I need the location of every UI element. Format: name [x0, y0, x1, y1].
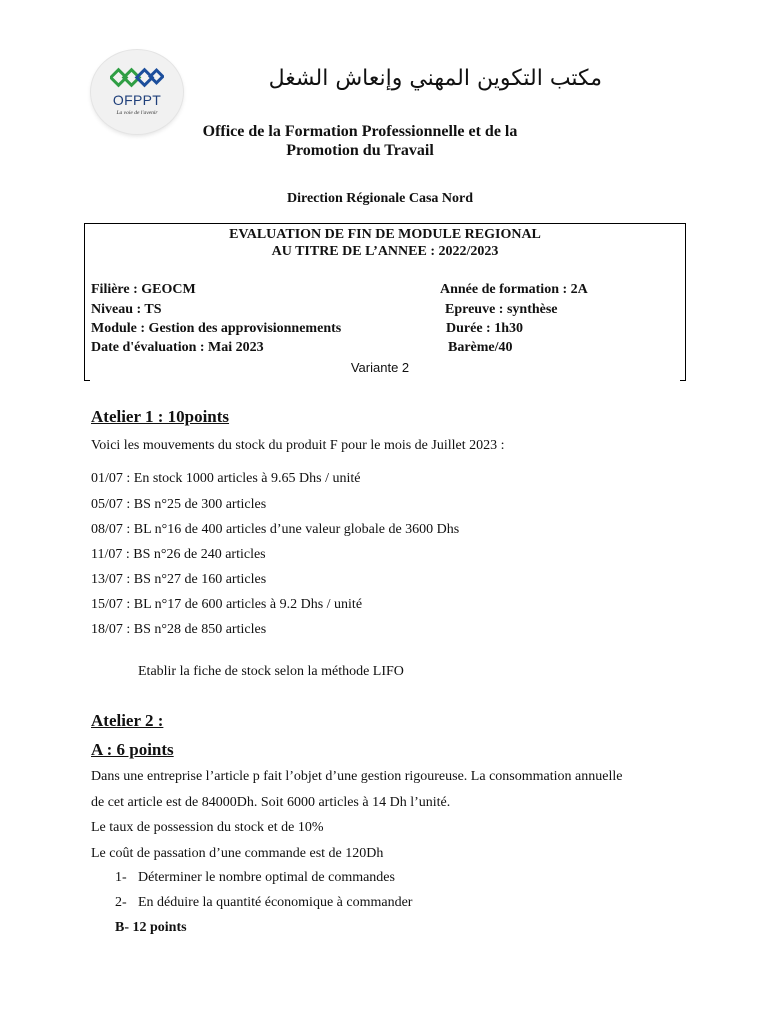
atelier-2-paragraph-line-2: de cet article est de 84000Dh. Soit 6000 articles à 14 Dh l’unité.: [91, 795, 451, 810]
niveau: Niveau : TS: [91, 302, 162, 317]
atelier-1-heading: Atelier 1 : 10points: [91, 407, 230, 426]
atelier-2-paragraph-line-1: Dans une entreprise l’article p fait l’objet d’une gestion rigoureuse. La consommation annuelle: [91, 769, 623, 784]
question-2-number: 2-: [115, 895, 127, 910]
exam-title-line-2: AU TITRE DE L’ANNEE : 2022/2023: [271, 244, 499, 259]
part-b-heading: B- 12 points: [115, 920, 187, 935]
duree: Durée : 1h30: [446, 321, 523, 336]
taux-possession: Le taux de possession du stock et de 10%: [91, 820, 324, 835]
atelier-1-instruction: Etablir la fiche de stock selon la méthode LIFO: [138, 664, 404, 679]
stock-movement: 15/07 : BL n°17 de 600 articles à 9.2 Dhs / unité: [91, 597, 363, 612]
logo-tagline: La voie de l'avenir: [116, 110, 158, 116]
stock-movement: 05/07 : BS n°25 de 300 articles: [91, 497, 267, 512]
atelier-1-intro: Voici les mouvements du stock du produit F pour le mois de Juillet 2023 :: [91, 438, 505, 453]
stock-movement: 13/07 : BS n°27 de 160 articles: [91, 572, 267, 587]
stock-movement: 08/07 : BL n°16 de 400 articles d’une valeur globale de 3600 Dhs: [91, 522, 460, 537]
atelier-2-heading: Atelier 2 :: [91, 711, 164, 730]
cout-passation: Le coût de passation d’une commande est de 120Dh: [91, 846, 384, 861]
ofppt-logo-mark: [110, 67, 164, 89]
org-line-2: Promotion du Travail: [286, 142, 434, 159]
stock-movement: 11/07 : BS n°26 de 240 articles: [91, 547, 266, 562]
part-a-heading: A : 6 points: [91, 740, 174, 759]
org-line-1: Office de la Formation Professionnelle et de la: [202, 123, 518, 140]
question-2-text: En déduire la quantité économique à commander: [138, 895, 413, 910]
bareme: Barème/40: [448, 340, 513, 355]
exam-info-box: [84, 223, 686, 380]
filiere: Filière : GEOCM: [91, 282, 196, 297]
ofppt-logo: [91, 50, 183, 134]
box-corner-right: [680, 380, 686, 381]
question-1-text: Déterminer le nombre optimal de commandes: [138, 870, 395, 885]
regional-direction: Direction Régionale Casa Nord: [287, 191, 473, 206]
annee-formation: Année de formation : 2A: [440, 282, 588, 297]
exam-title: [85, 226, 685, 260]
exam-title-line-1: EVALUATION DE FIN DE MODULE REGIONAL: [229, 227, 541, 242]
organization-name: [190, 122, 530, 160]
module: Module : Gestion des approvisionnements: [91, 321, 342, 336]
box-corner-left: [84, 380, 90, 381]
question-1-number: 1-: [115, 870, 127, 885]
epreuve: Epreuve : synthèse: [445, 302, 558, 317]
stock-movement: 18/07 : BS n°28 de 850 articles: [91, 622, 267, 637]
arabic-title: مكتب التكوين المهني وإنعاش الشغل: [268, 66, 602, 91]
date-evaluation: Date d'évaluation : Mai 2023: [91, 340, 264, 355]
logo-name: OFPPT: [112, 92, 162, 108]
stock-movement: 01/07 : En stock 1000 articles à 9.65 Dhs / unité: [91, 471, 361, 486]
variante: Variante 2: [350, 360, 410, 375]
